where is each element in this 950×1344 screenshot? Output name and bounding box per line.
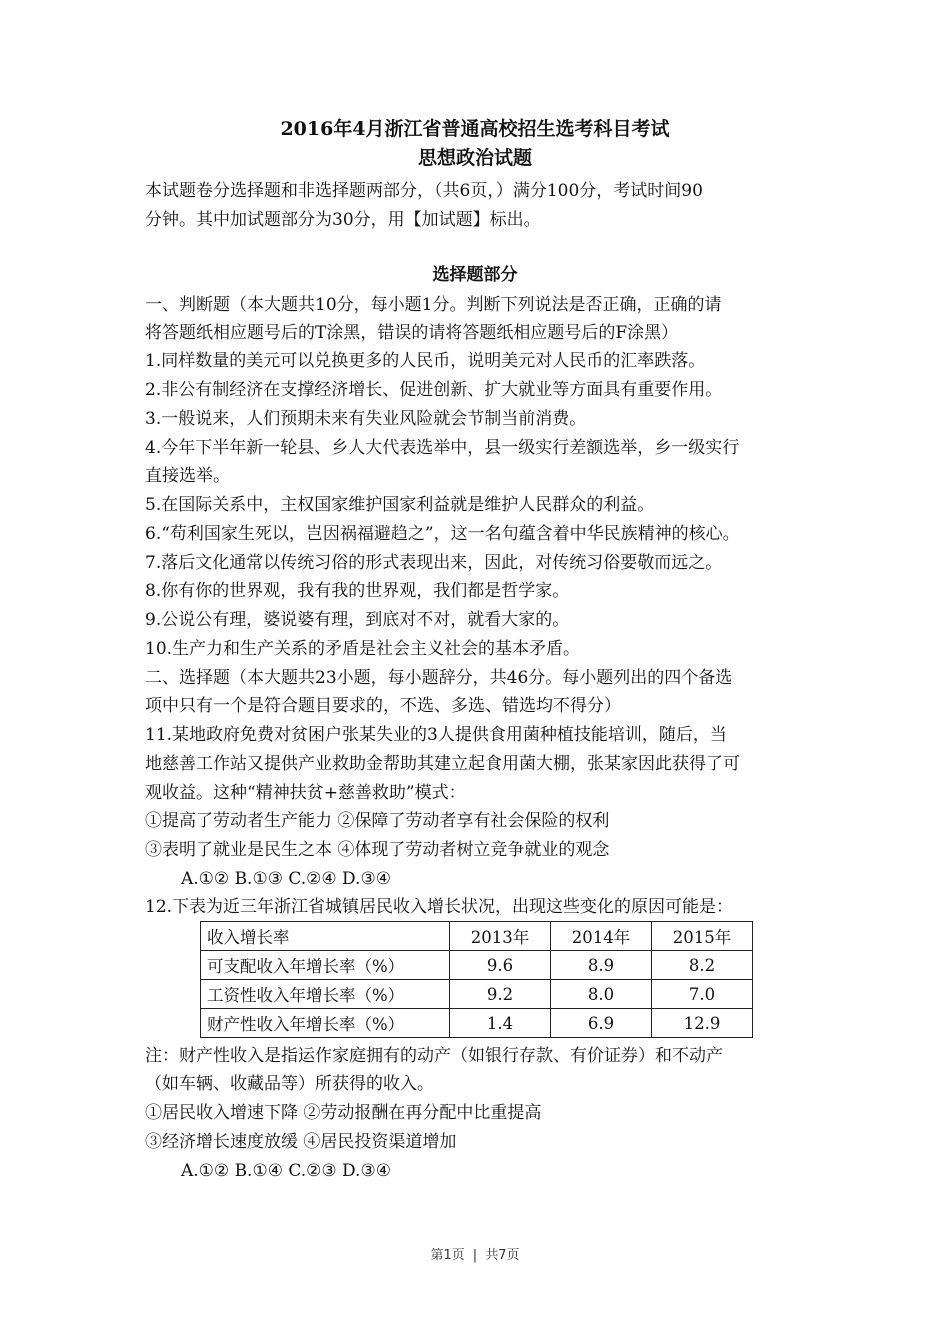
question-line: 5.在国际关系中，主权国家维护国家利益就是维护人民群众的利益。 [145, 495, 655, 515]
exam-title: 2016年4月浙江省普通高校招生选考科目考试 [280, 118, 670, 140]
table-header-row [201, 922, 753, 951]
question-line: 12.下表为近三年浙江省城镇居民收入增长状况，出现这些变化的原因可能是： [145, 897, 734, 917]
table-header-cell: 2014年 [551, 922, 652, 951]
table-cell: 7.0 [652, 980, 753, 1009]
exam-subtitle: 思想政治试题 [417, 147, 532, 169]
question-line: 3.一般说来，人们预期未来有失业风险就会节制当前消费。 [145, 409, 587, 429]
intro-line: 分钟。其中加试题部分为30分，用【加试题】标出。 [145, 210, 541, 230]
part2-instruction: 项中只有一个是符合题目要求的，不选、多选、错选均不得分） [145, 696, 621, 716]
table-cell: 1.4 [450, 1009, 551, 1038]
question-line: 4.今年下半年新一轮县、乡人大代表选举中，县一级实行差额选举，乡一级实行 [145, 438, 740, 458]
income-growth-table [200, 921, 753, 1038]
table-header-cell: 2013年 [450, 922, 551, 951]
table-row [201, 980, 753, 1009]
choice-line: ①居民收入增速下降 ②劳动报酬在再分配中比重提高 [145, 1103, 542, 1123]
answer-options: A.①② B.①④ C.②③ D.③④ [181, 1161, 391, 1181]
part1-instruction: 一、判断题（本大题共10分，每小题1分。判断下列说法是否正确，正确的请 [145, 295, 722, 315]
table-cell: 9.2 [450, 980, 551, 1009]
table-row [201, 1009, 753, 1038]
table-cell: 8.2 [652, 951, 753, 980]
question-line: 地慈善工作站又提供产业救助金帮助其建立起食用菌大棚，张某家因此获得了可 [145, 754, 740, 774]
footer-separator: | [472, 1248, 478, 1263]
table-row-label: 工资性收入年增长率（%） [201, 980, 450, 1009]
table-cell: 9.6 [450, 951, 551, 980]
question-line: 8.你有你的世界观，我有我的世界观，我们都是哲学家。 [145, 581, 570, 601]
question-line: 2.非公有制经济在支撑经济增长、促进创新、扩大就业等方面具有重要作用。 [145, 380, 723, 400]
part1-instruction: 将答题纸相应题号后的T涂黑，错误的请将答题纸相应题号后的F涂黑） [145, 323, 679, 343]
table-row-label: 财产性收入年增长率（%） [201, 1009, 450, 1038]
table-row [201, 951, 753, 980]
question-line: 10.生产力和生产关系的矛盾是社会主义社会的基本矛盾。 [145, 639, 581, 659]
question-line: 6.“苟利国家生死以，岂因祸福避趋之”，这一名句蕴含着中华民族精神的核心。 [145, 524, 740, 544]
intro-line: 本试题卷分选择题和非选择题两部分，（共6页，）满分100分，考试时间90 [145, 181, 703, 201]
table-note: 注：财产性收入是指运作家庭拥有的动产（如银行存款、有价证券）和不动产 [145, 1046, 723, 1066]
table-header-cell: 2015年 [652, 922, 753, 951]
question-line: 11.某地政府免费对贫困户张某失业的3人提供食用菌种植技能培训，随后，当 [145, 725, 727, 745]
table-row-label: 可支配收入年增长率（%） [201, 951, 450, 980]
part2-instruction: 二、选择题（本大题共23小题，每小题辞分，共46分。每小题列出的四个备选 [145, 668, 733, 688]
page-number: 第1页 [430, 1248, 465, 1263]
choice-line: ③表明了就业是民生之本 ④体现了劳动者树立竞争就业的观念 [145, 840, 610, 860]
table-cell: 12.9 [652, 1009, 753, 1038]
choice-line: ③经济增长速度放缓 ④居民投资渠道增加 [145, 1132, 457, 1152]
choice-line: ①提高了劳动者生产能力 ②保障了劳动者享有社会保险的权利 [145, 811, 610, 831]
page-total: 共7页 [485, 1248, 520, 1263]
table-header-cell: 收入增长率 [201, 922, 450, 951]
question-line: 9.公说公有理，婆说婆有理，到底对不对，就看大家的。 [145, 610, 570, 630]
section-title: 选择题部分 [432, 265, 518, 285]
table-note: （如车辆、收藏品等）所获得的收入。 [145, 1074, 434, 1094]
answer-options: A.①② B.①③ C.②④ D.③④ [181, 869, 391, 889]
question-line: 直接选举。 [145, 466, 230, 486]
table-cell: 8.0 [551, 980, 652, 1009]
table-cell: 8.9 [551, 951, 652, 980]
table-cell: 6.9 [551, 1009, 652, 1038]
question-line: 观收益。这种“精神扶贫+慈善救助”模式： [145, 783, 466, 803]
page-footer [0, 1244, 950, 1263]
question-line: 1.同样数量的美元可以兑换更多的人民币，说明美元对人民币的汇率跌落。 [145, 351, 706, 371]
question-line: 7.落后文化通常以传统习俗的形式表现出来，因此，对传统习俗要敬而远之。 [145, 553, 723, 573]
